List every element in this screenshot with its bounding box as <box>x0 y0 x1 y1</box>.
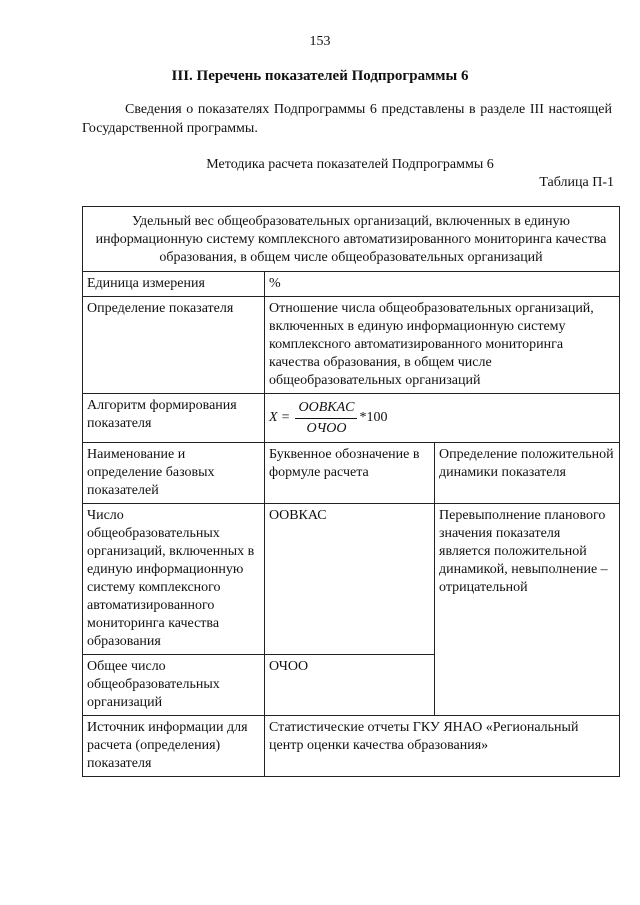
base-indicator-name: Общее число общеобразовательных организаций <box>83 655 265 716</box>
algorithm-label: Алгоритм формирования показателя <box>83 394 265 443</box>
method-title: Методика расчета показателей Подпрограммы 6 <box>206 157 494 172</box>
col-header-name: Наименование и определение базовых показателей <box>83 443 265 504</box>
unit-label: Единица измерения <box>83 272 265 297</box>
algorithm-row <box>83 394 620 443</box>
definition-row <box>83 297 620 394</box>
indicator-table <box>82 206 620 777</box>
intro-paragraph: Сведения о показателях Подпрограммы 6 представлены в разделе III настоящей Государственной программы. <box>82 102 612 136</box>
col-header-dynamics: Определение положительной динамики показателя <box>435 443 620 504</box>
col-header-symbol: Буквенное обозначение в формуле расчета <box>265 443 435 504</box>
base-indicator-symbol: ООВКАС <box>265 504 435 655</box>
source-row <box>83 716 620 777</box>
unit-row <box>83 272 620 297</box>
base-indicator-symbol: ОЧОО <box>265 655 435 716</box>
source-value: Статистические отчеты ГКУ ЯНАО «Региональный центр оценки качества образования» <box>265 716 620 777</box>
formula <box>269 397 614 439</box>
formula-denominator: OЧOO <box>306 420 347 436</box>
definition-label: Определение показателя <box>83 297 265 394</box>
section-title: III. Перечень показателей Подпрограммы 6 <box>171 68 469 84</box>
page-number: 153 <box>309 34 331 49</box>
table-header-row <box>83 207 620 272</box>
column-header-row <box>83 443 620 504</box>
indicator-header: Удельный вес общеобразовательных организаций, включенных в единую информационную систему комплексного автоматизированного мониторинга качества образования, в общем числе общеобразовательных организаций <box>83 207 620 272</box>
base-indicator-name: Число общеобразовательных организаций, включенных в единую информационную систему комплексного автоматизированного мониторинга качества образования <box>83 504 265 655</box>
table-label: Таблица П-1 <box>539 175 614 190</box>
source-label: Источник информации для расчета (определения) показателя <box>83 716 265 777</box>
formula-numerator: OOBKAC <box>295 399 357 419</box>
formula-equals: = <box>281 410 290 425</box>
formula-cell <box>265 394 620 443</box>
formula-fraction <box>295 399 357 438</box>
definition-value: Отношение числа общеобразовательных организаций, включенных в единую информационную систему комплексного автоматизированного мониторинга качества образования, в общем числе общеобразовательных организаций <box>265 297 620 394</box>
table-row <box>83 504 620 655</box>
unit-value: % <box>265 272 620 297</box>
formula-multiplier: *100 <box>359 410 388 425</box>
formula-lhs: X <box>269 410 278 425</box>
dynamics-definition: Перевыполнение планового значения показателя является положительной динамикой, невыполнение – отрицательной <box>435 504 620 716</box>
